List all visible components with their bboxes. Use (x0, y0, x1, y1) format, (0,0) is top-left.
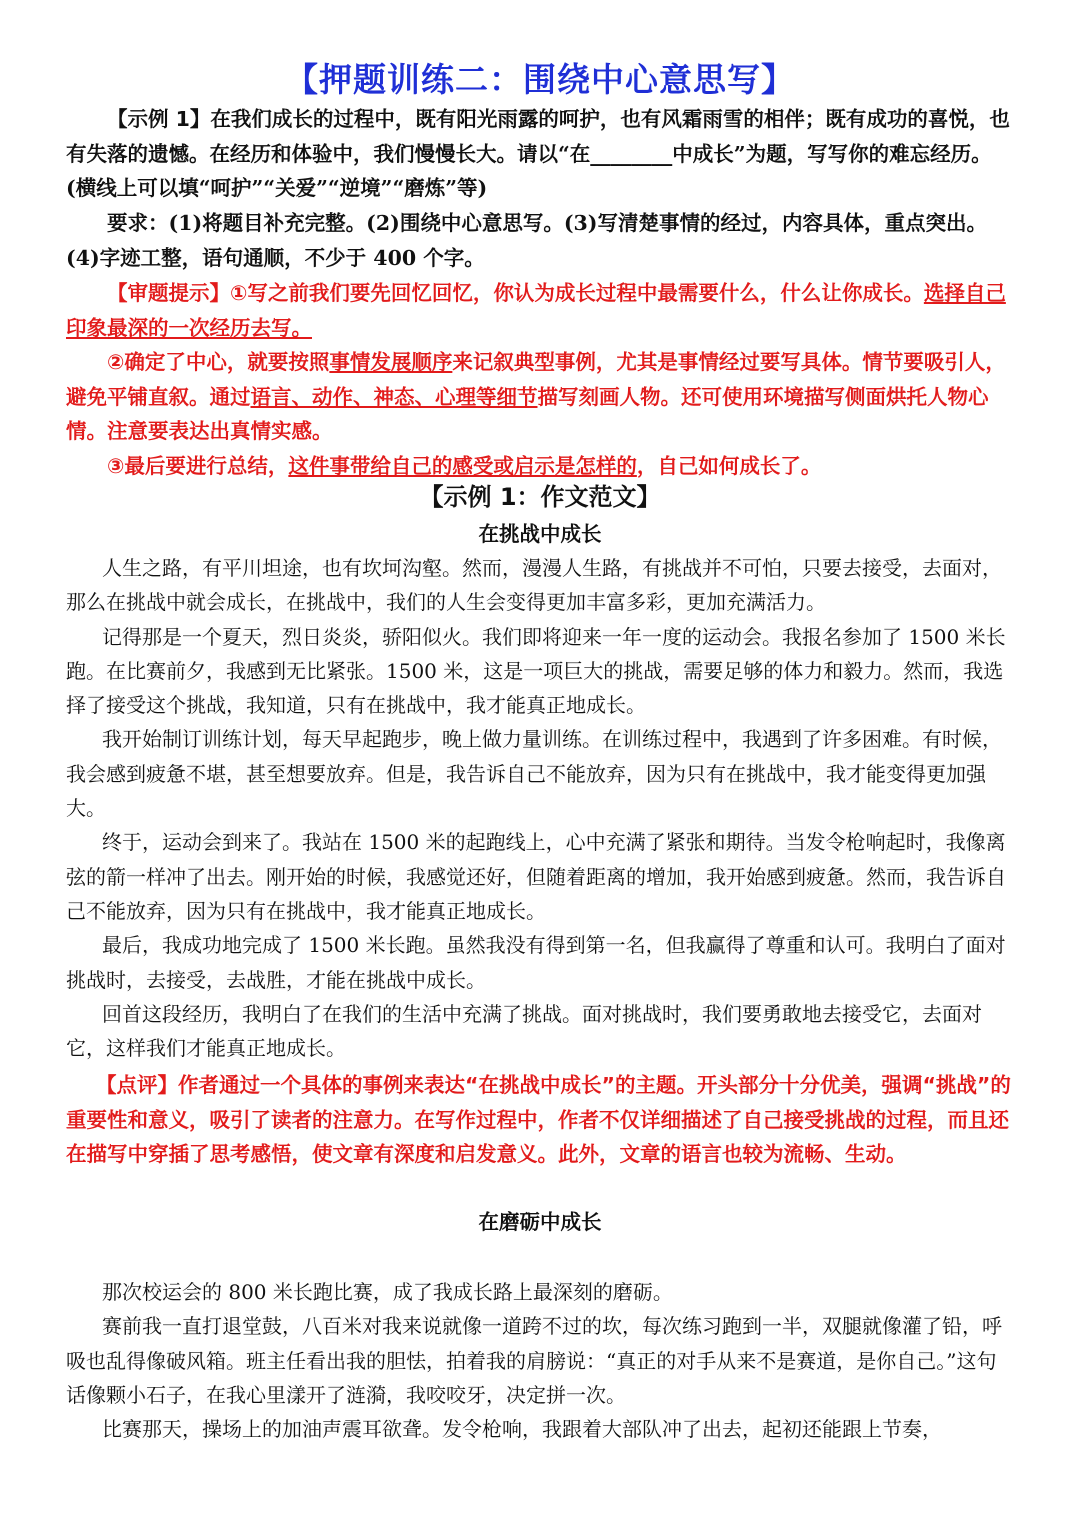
essay2-body (66, 1275, 1016, 1446)
essay1-paragraph: 最后，我成功地完成了 1500 米长跑。虽然我没有得到第一名，但我赢得了尊重和认可。我明白了面对挑战时，去接受，去战胜，才能在挑战中成长。 (66, 933, 1006, 992)
hint-2a: ②确定了中心，就要按照 (107, 350, 330, 374)
hint-2b: 来记叙典型事例，尤其是事情经过要写具体。情节要吸引人，避免平铺直叙。通过 (66, 350, 1006, 409)
hint-2-underline-2: 语言、动作、神态、心理等细节 (250, 384, 538, 409)
hints-label: 【审题提示】 (107, 281, 230, 305)
essay1-title: 在挑战中成长 (478, 522, 602, 546)
example-label: 【示例 1】 (107, 107, 211, 131)
essay1-paragraph: 人生之路，有平川坦途，也有坎坷沟壑。然而，漫漫人生路，有挑战并不可怕，只要去接受，去面对，那么在挑战中就会成长，在挑战中，我们的人生会变得更加丰富多彩，更加充满活力。 (66, 556, 1002, 615)
hint-1a: ①写之前我们要先回忆回忆，你认为成长过程中最需要什么，什么让你成长。 (230, 281, 924, 305)
example-prompt (66, 102, 1016, 206)
essay1-paragraph: 我开始制订训练计划，每天早起跑步，晚上做力量训练。在训练过程中，我遇到了许多困难。有时候，我会感到疲惫不堪，甚至想要放弃。但是，我告诉自己不能放弃，因为只有在挑战中，我才能变得更加强大。 (66, 727, 1002, 821)
example-text: 在我们成长的过程中，既有阳光雨露的呵护，也有风霜雨雪的相伴；既有成功的喜悦，也有失落的遗憾。在经历和体验中，我们慢慢长大。请以“在________中成长”为题，写写你的难忘经历。(横线上可以填“呵护”“关爱”“逆境”“磨炼”等) (66, 107, 1010, 200)
page-title: 【押题训练二：围绕中心意思写】 (285, 60, 795, 99)
review-text: 作者通过一个具体的事例来表达“在挑战中成长”的主题。开头部分十分优美，强调“挑战”的重要性和意义，吸引了读者的注意力。在写作过程中，作者不仅详细描述了自己接受挑战的过程，而且还在描写中穿插了思考感悟，使文章有深度和启发意义。此外，文章的语言也较为流畅、生动。 (66, 1073, 1011, 1166)
hint-3b: ，自己如何成长了。 (636, 453, 822, 478)
essay2-paragraph: 比赛那天，操场上的加油声震耳欲聋。发令枪响，我跟着大部队冲了出去，起初还能跟上节奏， (102, 1417, 942, 1442)
essay2-title: 在磨砺中成长 (478, 1210, 602, 1234)
essay1-paragraph: 回首这段经历，我明白了在我们的生活中充满了挑战。面对挑战时，我们要勇敢地去接受它，去面对它，这样我们才能真正地成长。 (66, 1001, 982, 1061)
hint-2c: 描写刻画人物。还可使用环境描写侧面烘托人物心情。注意要表达出真情实感。 (66, 384, 989, 443)
essay1-body (66, 551, 1016, 1065)
essay2-paragraph: 赛前我一直打退堂鼓，八百米对我来说就像一道跨不过的坎，每次练习跑到一半，双腿就像灌了铅，呼吸也乱得像破风箱。班主任看出我的胆怯，拍着我的肩膀说：“真正的对手从来不是赛道，是你自己。”这句话像颗小石子，在我心里漾开了涟漪，我咬咬牙，决定拼一次。 (66, 1314, 1002, 1407)
essay1-paragraph: 终于，运动会到来了。我站在 1500 米的起跑线上，心中充满了紧张和期待。当发令枪响起时，我像离弦的箭一样冲了出去。刚开始的时候，我感觉还好，但随着距离的增加，我开始感到疲惫。然而，我告诉自己不能放弃，因为只有在挑战中，我才能真正地成长。 (66, 830, 1006, 923)
hint-3a: ③最后要进行总结， (107, 453, 289, 478)
review-label: 【点评】 (96, 1073, 178, 1097)
hints-block (66, 276, 1016, 483)
requirements: 要求：(1)将题目补充完整。(2)围绕中心意思写。(3)写清楚事情的经过，内容具体，重点突出。(4)字迹工整，语句通顺，不少于 400 个字。 (66, 211, 987, 270)
hint-1b: 选择自己印象最深的一次经历去写。 (66, 281, 1006, 340)
review-block (66, 1068, 1016, 1172)
hint-3-underline: 这件事带给自己的感受或启示是怎样的 (288, 453, 637, 478)
essay1-paragraph: 记得那是一个夏天，烈日炎炎，骄阳似火。我们即将迎来一年一度的运动会。我报名参加了 1500 米长跑。在比赛前夕，我感到无比紧张。1500 米，这是一项巨大的挑战，需要足够的体力和毅力。然而，我选择了接受这个挑战，我知道，只有在挑战中，我才能真正地成长。 (66, 624, 1006, 718)
sample-heading: 【示例 1：作文范文】 (419, 483, 661, 511)
essay2-paragraph: 那次校运会的 800 米长跑比赛，成了我成长路上最深刻的磨砺。 (102, 1280, 673, 1304)
hint-2-underline-1: 事情发展顺序 (329, 350, 453, 374)
